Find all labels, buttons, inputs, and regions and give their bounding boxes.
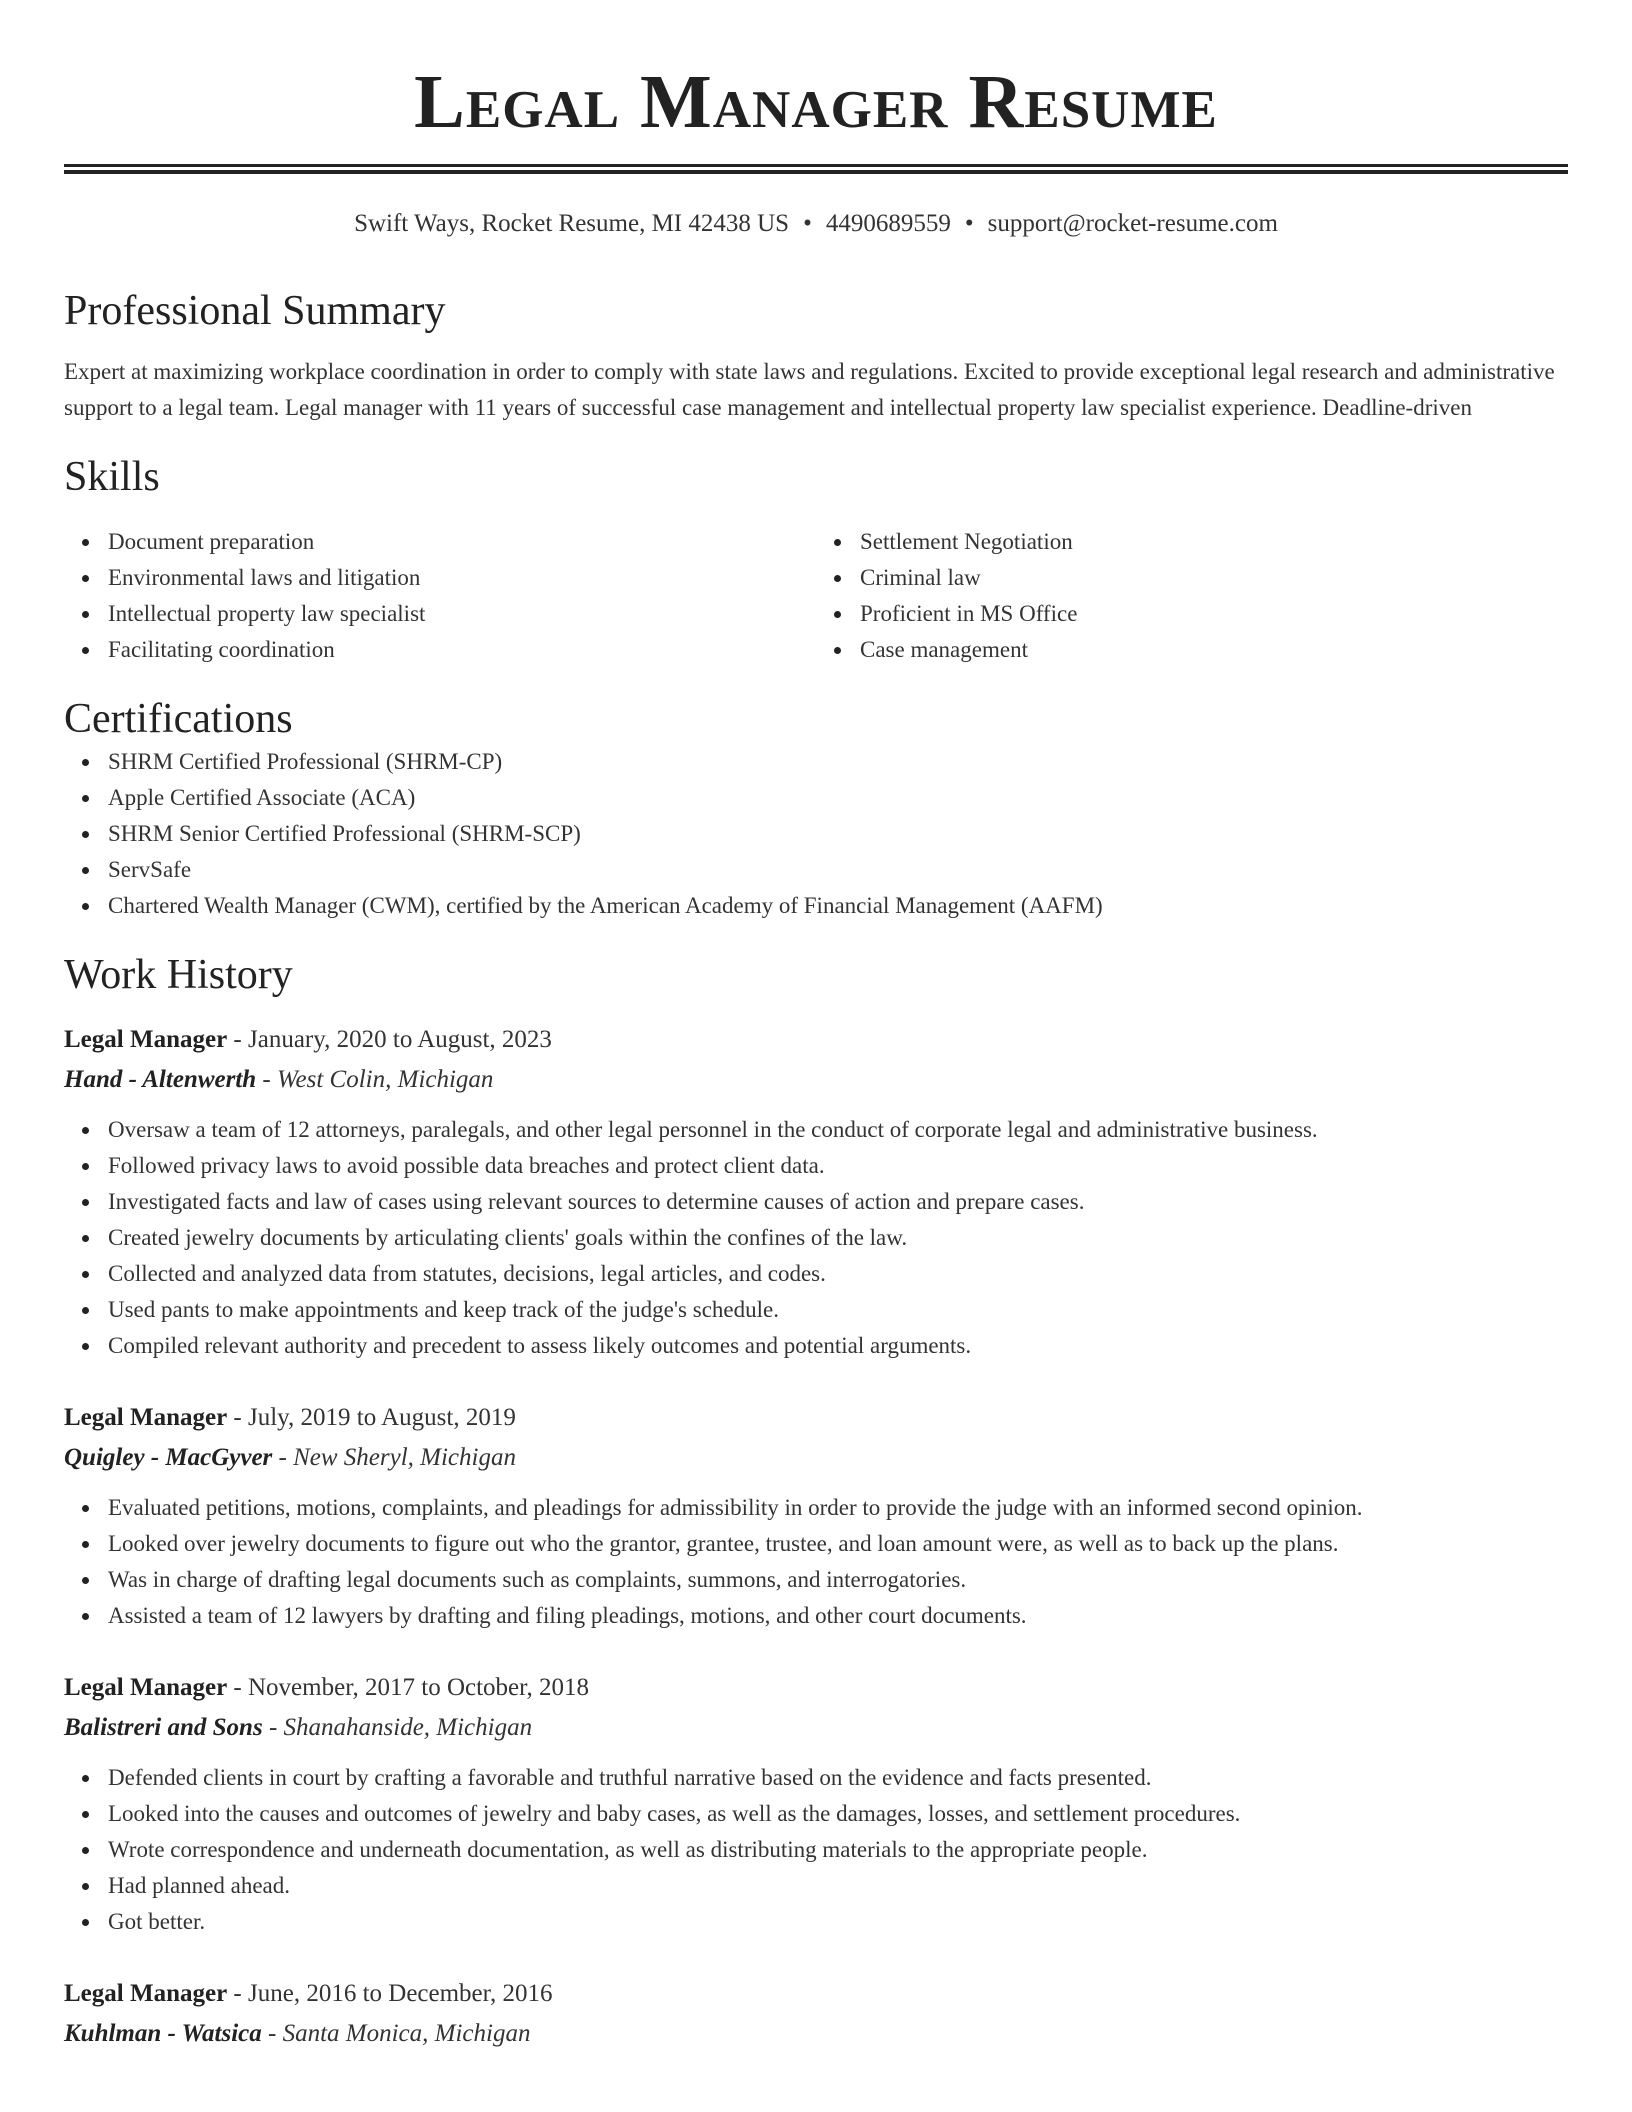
duty-item: Had planned ahead.	[108, 1868, 1568, 1904]
job-employer: Quigley - MacGyver - New Sheryl, Michigan	[64, 1444, 516, 1471]
summary-section	[64, 286, 1568, 426]
duty-item: Collected and analyzed data from statutes, decisions, legal articles, and codes.	[108, 1256, 1568, 1292]
skill-item: Case management	[860, 632, 1568, 668]
duty-item: Compiled relevant authority and precedent to assess likely outcomes and potential arguments.	[108, 1328, 1568, 1364]
contact-address: Swift Ways, Rocket Resume, MI 42438 US	[354, 210, 790, 237]
job-company: Hand - Altenwerth	[64, 1066, 257, 1093]
job-location: Santa Monica, Michigan	[282, 2020, 531, 2047]
skill-item: Facilitating coordination	[108, 632, 816, 668]
certification-item: Chartered Wealth Manager (CWM), certified by the American Academy of Financial Management (AAFM)	[108, 888, 1568, 924]
skills-list-right	[816, 524, 1568, 668]
job-entry	[64, 1974, 1568, 2054]
contact-email: support@rocket-resume.com	[987, 210, 1278, 237]
job-company: Kuhlman - Watsica	[64, 2020, 262, 2047]
certification-item: SHRM Senior Certified Professional (SHRM-SCP)	[108, 816, 1568, 852]
job-header: Legal Manager - July, 2019 to August, 2019	[64, 1404, 516, 1431]
skill-item: Criminal law	[860, 560, 1568, 596]
certifications-list	[64, 744, 1568, 924]
page-title: Legal Manager Resume	[414, 60, 1218, 144]
job-dates: January, 2020 to August, 2023	[248, 1026, 552, 1053]
certifications-section	[64, 694, 1568, 924]
skill-item: Proficient in MS Office	[860, 596, 1568, 632]
job-entry	[64, 1020, 1568, 1364]
job-header: Legal Manager - November, 2017 to October, 2018	[64, 1674, 589, 1701]
skill-item: Environmental laws and litigation	[108, 560, 816, 596]
certifications-heading: Certifications	[64, 696, 293, 742]
contact-separator: •	[803, 210, 812, 237]
duty-item: Got better.	[108, 1904, 1568, 1940]
skills-heading: Skills	[64, 454, 160, 500]
duty-item: Wrote correspondence and underneath documentation, as well as distributing materials to the appropriate people.	[108, 1832, 1568, 1868]
job-location: West Colin, Michigan	[277, 1066, 494, 1093]
job-employer: Kuhlman - Watsica - Santa Monica, Michigan	[64, 2020, 531, 2047]
job-dates: July, 2019 to August, 2019	[248, 1404, 516, 1431]
job-title: Legal Manager	[64, 1404, 228, 1431]
job-title: Legal Manager	[64, 1674, 228, 1701]
duty-item: Used pants to make appointments and keep track of the judge's schedule.	[108, 1292, 1568, 1328]
job-company: Balistreri and Sons	[64, 1714, 263, 1741]
duty-item: Looked into the causes and outcomes of jewelry and baby cases, as well as the damages, losses, and settlement procedures.	[108, 1796, 1568, 1832]
job-company: Quigley - MacGyver	[64, 1444, 273, 1471]
job-duties	[64, 1112, 1568, 1364]
work-history-heading: Work History	[64, 952, 293, 998]
duty-item: Looked over jewelry documents to figure out who the grantor, grantee, trustee, and loan amount were, as well as to back up the plans.	[108, 1526, 1568, 1562]
certification-item: ServSafe	[108, 852, 1568, 888]
job-duties	[64, 1490, 1568, 1634]
duty-item: Assisted a team of 12 lawyers by drafting and filing pleadings, motions, and other court documents.	[108, 1598, 1568, 1634]
skill-item: Settlement Negotiation	[860, 524, 1568, 560]
job-title: Legal Manager	[64, 1026, 228, 1053]
skills-section	[64, 452, 1568, 668]
duty-item: Created jewelry documents by articulating clients' goals within the confines of the law.	[108, 1220, 1568, 1256]
certification-item: Apple Certified Associate (ACA)	[108, 780, 1568, 816]
job-header: Legal Manager - January, 2020 to August, 2023	[64, 1026, 552, 1053]
skills-grid	[64, 524, 1568, 668]
work-history-section	[64, 950, 1568, 2054]
summary-text: Expert at maximizing workplace coordination in order to comply with state laws and regulations. Excited to provide exceptional legal research and administrative support to a legal team. Legal manager with 11 years of successful case management and intellectual property law specialist experience. Deadline-driven	[64, 359, 1555, 420]
duty-item: Was in charge of drafting legal documents such as complaints, summons, and interrogatories.	[108, 1562, 1568, 1598]
duty-item: Evaluated petitions, motions, complaints, and pleadings for admissibility in order to provide the judge with an informed second opinion.	[108, 1490, 1568, 1526]
duty-item: Oversaw a team of 12 attorneys, paralegals, and other legal personnel in the conduct of corporate legal and administrative business.	[108, 1112, 1568, 1148]
job-title: Legal Manager	[64, 1980, 228, 2007]
job-location: New Sheryl, Michigan	[293, 1444, 516, 1471]
certification-item: SHRM Certified Professional (SHRM-CP)	[108, 744, 1568, 780]
contact-line	[64, 208, 1568, 240]
job-dates: June, 2016 to December, 2016	[248, 1980, 553, 2007]
skill-item: Document preparation	[108, 524, 816, 560]
job-employer: Hand - Altenwerth - West Colin, Michigan	[64, 1066, 494, 1093]
contact-separator: •	[964, 210, 974, 237]
summary-heading: Professional Summary	[64, 288, 446, 334]
duty-item: Investigated facts and law of cases using relevant sources to determine causes of action and prepare cases.	[108, 1184, 1568, 1220]
duty-item: Followed privacy laws to avoid possible data breaches and protect client data.	[108, 1148, 1568, 1184]
job-header: Legal Manager - June, 2016 to December, 2016	[64, 1980, 553, 2007]
title-divider	[64, 164, 1568, 174]
job-entry	[64, 1668, 1568, 1940]
job-location: Shanahanside, Michigan	[283, 1714, 533, 1741]
skills-list-left	[64, 524, 816, 668]
skill-item: Intellectual property law specialist	[108, 596, 816, 632]
job-entry	[64, 1398, 1568, 1634]
job-dates: November, 2017 to October, 2018	[248, 1674, 589, 1701]
duty-item: Defended clients in court by crafting a favorable and truthful narrative based on the evidence and facts presented.	[108, 1760, 1568, 1796]
job-employer: Balistreri and Sons - Shanahanside, Michigan	[64, 1714, 533, 1741]
contact-phone: 4490689559	[825, 210, 951, 237]
job-duties	[64, 1760, 1568, 1940]
